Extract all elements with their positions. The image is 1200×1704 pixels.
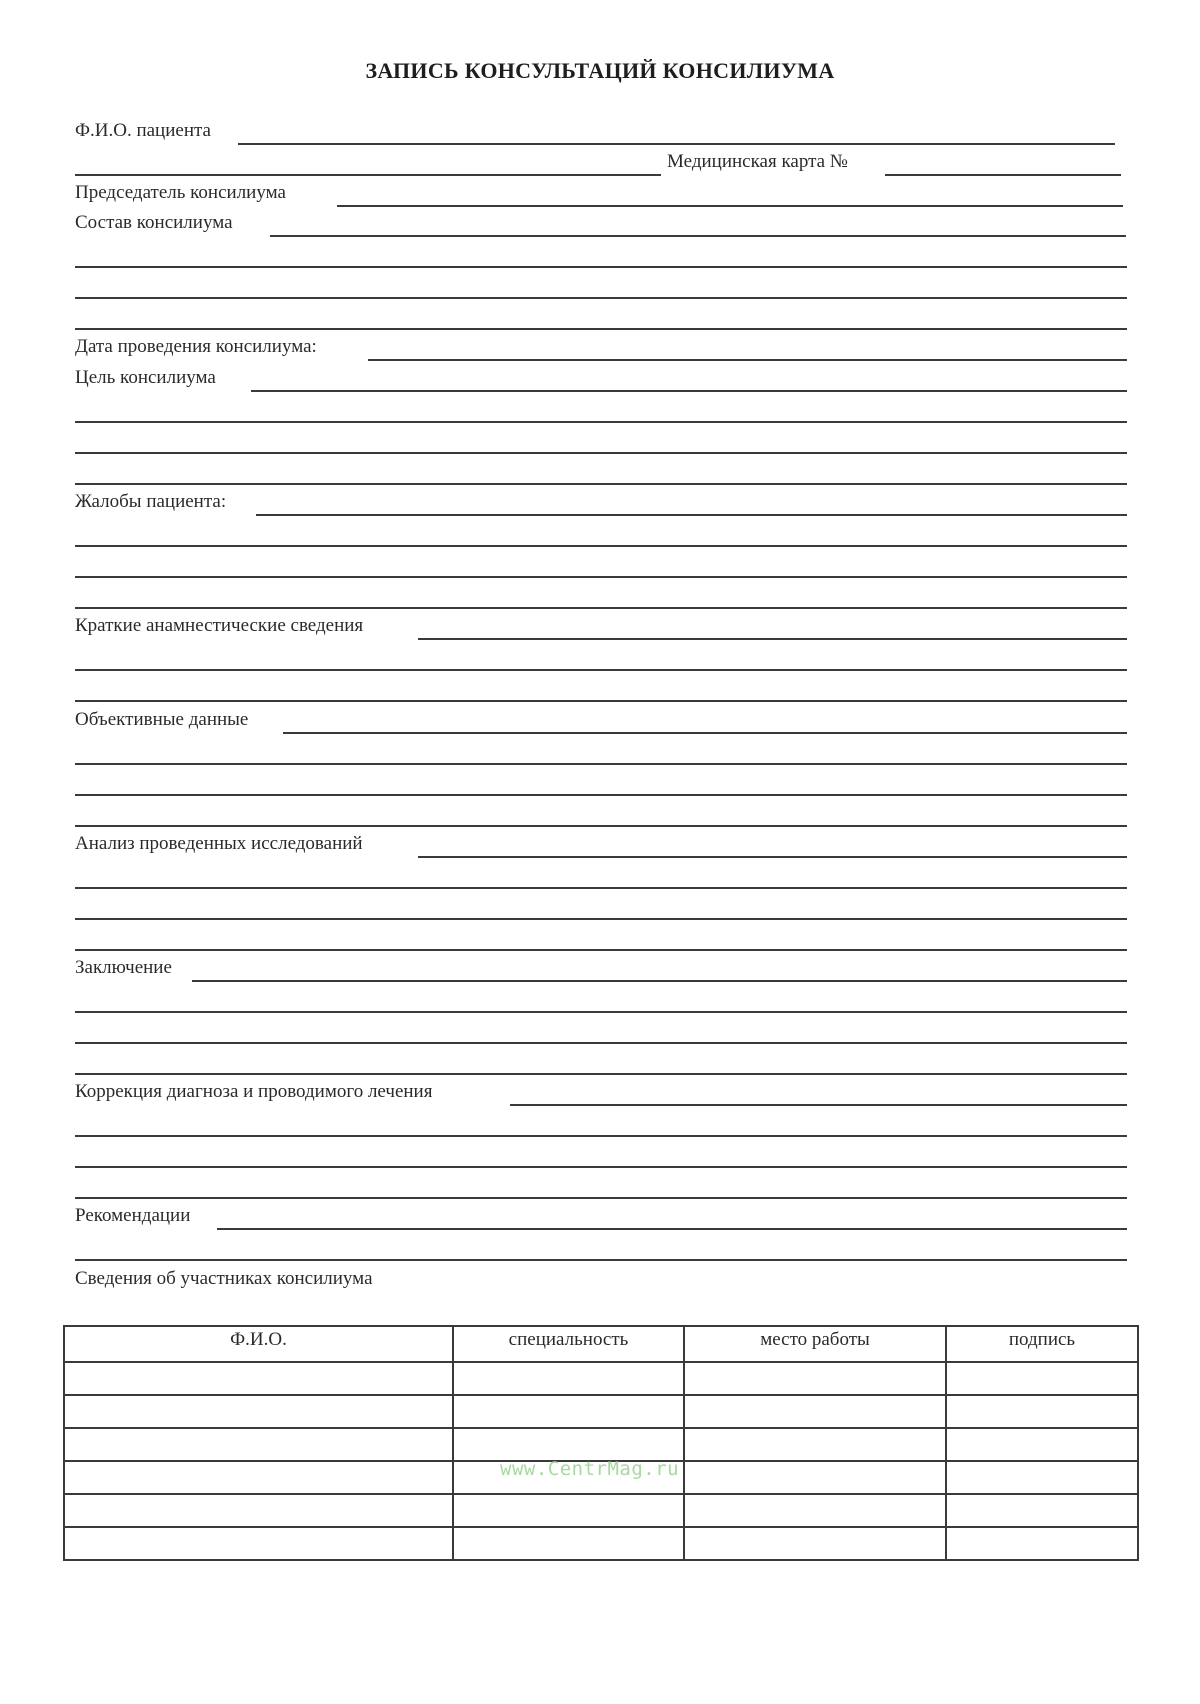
anamnesis-line[interactable] <box>418 638 1127 640</box>
cell-workplace[interactable] <box>684 1527 946 1560</box>
cell-signature[interactable] <box>946 1395 1138 1428</box>
members-line[interactable] <box>75 328 1127 330</box>
medical-card-line[interactable] <box>885 174 1121 176</box>
anamnesis-label: Краткие анамнестические сведения <box>75 615 364 636</box>
cell-name[interactable] <box>64 1428 453 1461</box>
conclusion-line[interactable] <box>75 1011 1127 1013</box>
analysis-line[interactable] <box>418 856 1127 858</box>
cell-name[interactable] <box>64 1395 453 1428</box>
objective-line[interactable] <box>75 794 1127 796</box>
chairman-label: Председатель консилиума <box>75 182 286 203</box>
members-line[interactable] <box>270 235 1126 237</box>
analysis-line[interactable] <box>75 887 1127 889</box>
conclusion-line[interactable] <box>192 980 1127 982</box>
cell-name[interactable] <box>64 1461 453 1494</box>
objective-line[interactable] <box>75 763 1127 765</box>
analysis-label: Анализ проведенных исследований <box>75 833 363 854</box>
conclusion-line[interactable] <box>75 1042 1127 1044</box>
complaints-label: Жалобы пациента: <box>75 491 227 512</box>
members-line[interactable] <box>75 266 1127 268</box>
complaints-line[interactable] <box>75 576 1127 578</box>
table-row <box>64 1428 1138 1461</box>
cell-workplace[interactable] <box>684 1395 946 1428</box>
table-header-row <box>64 1326 1138 1362</box>
correction-line[interactable] <box>75 1135 1127 1137</box>
recommendations-label: Рекомендации <box>75 1205 191 1226</box>
cell-signature[interactable] <box>946 1362 1138 1395</box>
cell-specialty[interactable] <box>453 1494 684 1527</box>
conclusion-line[interactable] <box>75 1073 1127 1075</box>
cell-name[interactable] <box>64 1362 453 1395</box>
objective-label: Объективные данные <box>75 709 249 730</box>
analysis-line[interactable] <box>75 918 1127 920</box>
watermark: www.CentrMag.ru <box>500 1458 680 1480</box>
cell-specialty[interactable] <box>453 1428 684 1461</box>
cell-signature[interactable] <box>946 1461 1138 1494</box>
cell-workplace[interactable] <box>684 1494 946 1527</box>
patient-name-line-2[interactable] <box>75 174 661 176</box>
objective-line[interactable] <box>75 825 1127 827</box>
members-line[interactable] <box>75 297 1127 299</box>
header-name: Ф.И.О. <box>64 1326 453 1362</box>
cell-signature[interactable] <box>946 1527 1138 1560</box>
recommendations-line[interactable] <box>75 1259 1127 1261</box>
header-workplace: место работы <box>684 1326 946 1362</box>
anamnesis-line[interactable] <box>75 700 1127 702</box>
cell-signature[interactable] <box>946 1428 1138 1461</box>
cell-specialty[interactable] <box>453 1362 684 1395</box>
cell-workplace[interactable] <box>684 1461 946 1494</box>
date-line[interactable] <box>368 359 1127 361</box>
cell-workplace[interactable] <box>684 1362 946 1395</box>
purpose-line[interactable] <box>251 390 1127 392</box>
patient-name-line[interactable] <box>238 143 1115 145</box>
cell-name[interactable] <box>64 1494 453 1527</box>
members-label: Состав консилиума <box>75 212 233 233</box>
complaints-line[interactable] <box>75 607 1127 609</box>
correction-line[interactable] <box>75 1197 1127 1199</box>
cell-specialty[interactable] <box>453 1527 684 1560</box>
correction-line[interactable] <box>75 1166 1127 1168</box>
cell-name[interactable] <box>64 1527 453 1560</box>
recommendations-line[interactable] <box>217 1228 1127 1230</box>
cell-workplace[interactable] <box>684 1428 946 1461</box>
cell-signature[interactable] <box>946 1494 1138 1527</box>
participants-table <box>63 1325 1139 1561</box>
participants-table-wrap <box>63 1325 1137 1559</box>
chairman-line[interactable] <box>337 205 1123 207</box>
cell-specialty[interactable] <box>453 1395 684 1428</box>
form-title: ЗАПИСЬ КОНСУЛЬТАЦИЙ КОНСИЛИУМА <box>365 58 835 83</box>
correction-line[interactable] <box>510 1104 1127 1106</box>
patient-name-label: Ф.И.О. пациента <box>75 120 211 141</box>
anamnesis-line[interactable] <box>75 669 1127 671</box>
complaints-line[interactable] <box>256 514 1127 516</box>
purpose-line[interactable] <box>75 452 1127 454</box>
table-row <box>64 1494 1138 1527</box>
purpose-line[interactable] <box>75 483 1127 485</box>
participants-info-label: Сведения об участниках консилиума <box>75 1268 373 1289</box>
medical-card-label: Медицинская карта № <box>667 151 848 172</box>
table-row <box>64 1362 1138 1395</box>
complaints-line[interactable] <box>75 545 1127 547</box>
table-row <box>64 1527 1138 1560</box>
correction-label: Коррекция диагноза и проводимого лечения <box>75 1081 433 1102</box>
analysis-line[interactable] <box>75 949 1127 951</box>
header-specialty: специальность <box>453 1326 684 1362</box>
purpose-line[interactable] <box>75 421 1127 423</box>
objective-line[interactable] <box>283 732 1127 734</box>
date-label: Дата проведения консилиума: <box>75 336 317 357</box>
purpose-label: Цель консилиума <box>75 367 216 388</box>
table-row <box>64 1395 1138 1428</box>
header-signature: подпись <box>946 1326 1138 1362</box>
conclusion-label: Заключение <box>75 957 172 978</box>
